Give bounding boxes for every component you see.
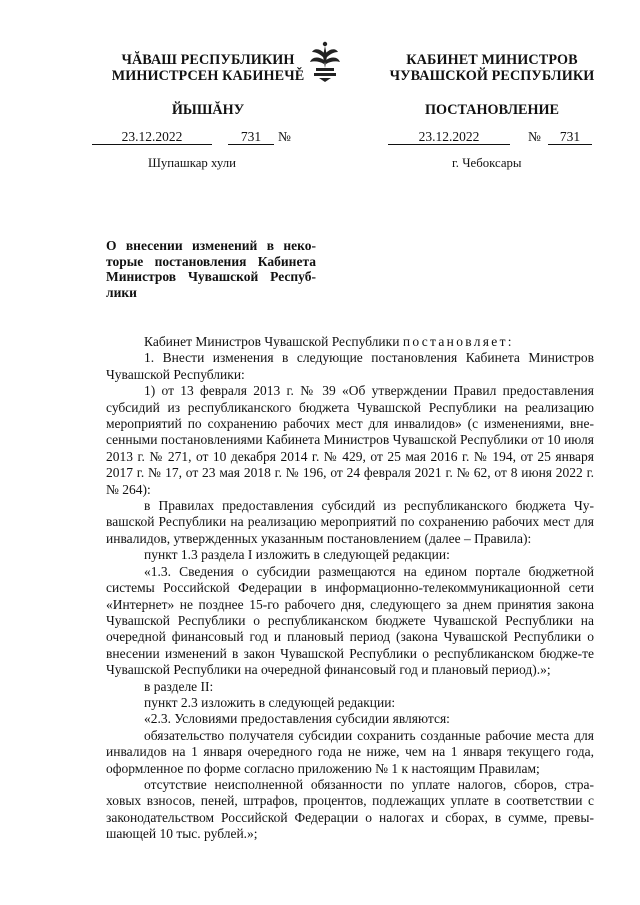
document-subject: О внесении изменений в неко-торые постановления Кабинета Министров Чувашской Респуб-лики (106, 238, 316, 300)
body-paragraph: пункт 1.3 раздела I изложить в следующей редакции: (144, 547, 450, 563)
header-left-block (92, 52, 324, 119)
left-doc-kind: ЙЫШĂНУ (171, 102, 245, 118)
body-paragraph: в Правилах предоставления субсидий из республиканского бюджета Чу-вашской Республики на реализацию мероприятий по сохранению рабочих мест для инвалидов, утвержденных указанным постановлением (далее – Правила): (106, 498, 594, 546)
left-number-sign: № (278, 129, 291, 144)
body-paragraph: «1.3. Сведения о субсидии размещаются на едином портале бюджетной системы Российской Федерации в информационно-телекоммуникационной сети «Интернет» не позднее 15-го рабочего дня, следующего за днем принятия закона Чувашской Республики о республиканском бюджете Чувашской Республики на очередной финансовый год и плановый период (закона Чувашской Республики о внесении изменений в закон Чувашской Республики о республиканском бюдже-те Чувашской Республики на очередной финансовый год и плановый период).»; (106, 563, 594, 678)
document-body (106, 334, 594, 843)
right-date-field: 23.12.2022 (388, 129, 510, 145)
right-org-line-2: ЧУВАШСКОЙ РЕСПУБЛИКИ (389, 68, 595, 84)
right-doc-kind: ПОСТАНОВЛЕНИЕ (424, 102, 560, 118)
preamble-decree: постановляет: (402, 334, 514, 349)
right-number-sign: № (528, 129, 541, 144)
body-paragraph: в разделе II: (144, 678, 214, 694)
chuvash-coat-of-arms-icon (302, 38, 348, 84)
body-paragraph: 1) от 13 февраля 2013 г. № 39 «Об утверждении Правил предоставления субсидий из республиканского бюджета Чувашской Республики на реализацию мероприятий по сохранению рабочих мест для инвалидов» (с изменениями, вне-сенными постановлениями Кабинета Министров Чувашской Республики от 10 июля 2013 г. № 271, от 10 декабря 2014 г. № 429, от 25 мая 2016 г. № 194, от 25 января 2017 г. № 17, от 23 мая 2018 г. № 196, от 24 февраля 2021 г. № 62, от 8 июня 2022 г. № 264): (106, 383, 594, 497)
body-paragraph: «2.3. Условиями предоставления субсидии являются: (144, 711, 450, 727)
body-paragraph: обязательство получателя субсидии сохранить созданные рабочие места для инвалидов на 1 января очередного года не ниже, чем на 1 января текущего года, оформленное по форме согласно приложению № 1 к настоящим Правилам; (106, 727, 594, 776)
preamble-lead: Кабинет Министров Чувашской Республики (144, 334, 400, 349)
right-date-number-line (388, 129, 598, 145)
right-org-line-1: КАБИНЕТ МИНИСТРОВ (406, 52, 578, 68)
left-date-field: 23.12.2022 (92, 129, 212, 145)
left-org-line-1: ЧĂВАШ РЕСПУБЛИКИН (121, 52, 295, 68)
place-left: Шупашкар хули (148, 156, 236, 170)
right-number-field: 731 (548, 129, 592, 145)
left-date-number-line (92, 129, 324, 145)
body-paragraph: отсутствие неисполненной обязанности по уплате налогов, сборов, стра-ховых взносов, пеней, штрафов, процентов, подлежащих уплате в соответствии с законодательством Российской Федерации о налогах и сборах, в сумме, превы-шающей 10 тыс. рублей.»; (106, 776, 594, 842)
body-paragraph: пункт 2.3 изложить в следующей редакции: (144, 694, 396, 710)
left-org-line-2: МИНИСТРСЕН КАБИНЕЧĚ (111, 68, 305, 84)
left-number-field: 731 (228, 129, 274, 145)
body-paragraph: 1. Внести изменения в следующие постановления Кабинета Министров Чувашской Республики: (106, 350, 594, 382)
header-right-block (385, 52, 599, 119)
place-right: г. Чебоксары (452, 156, 522, 170)
preamble (106, 334, 594, 350)
